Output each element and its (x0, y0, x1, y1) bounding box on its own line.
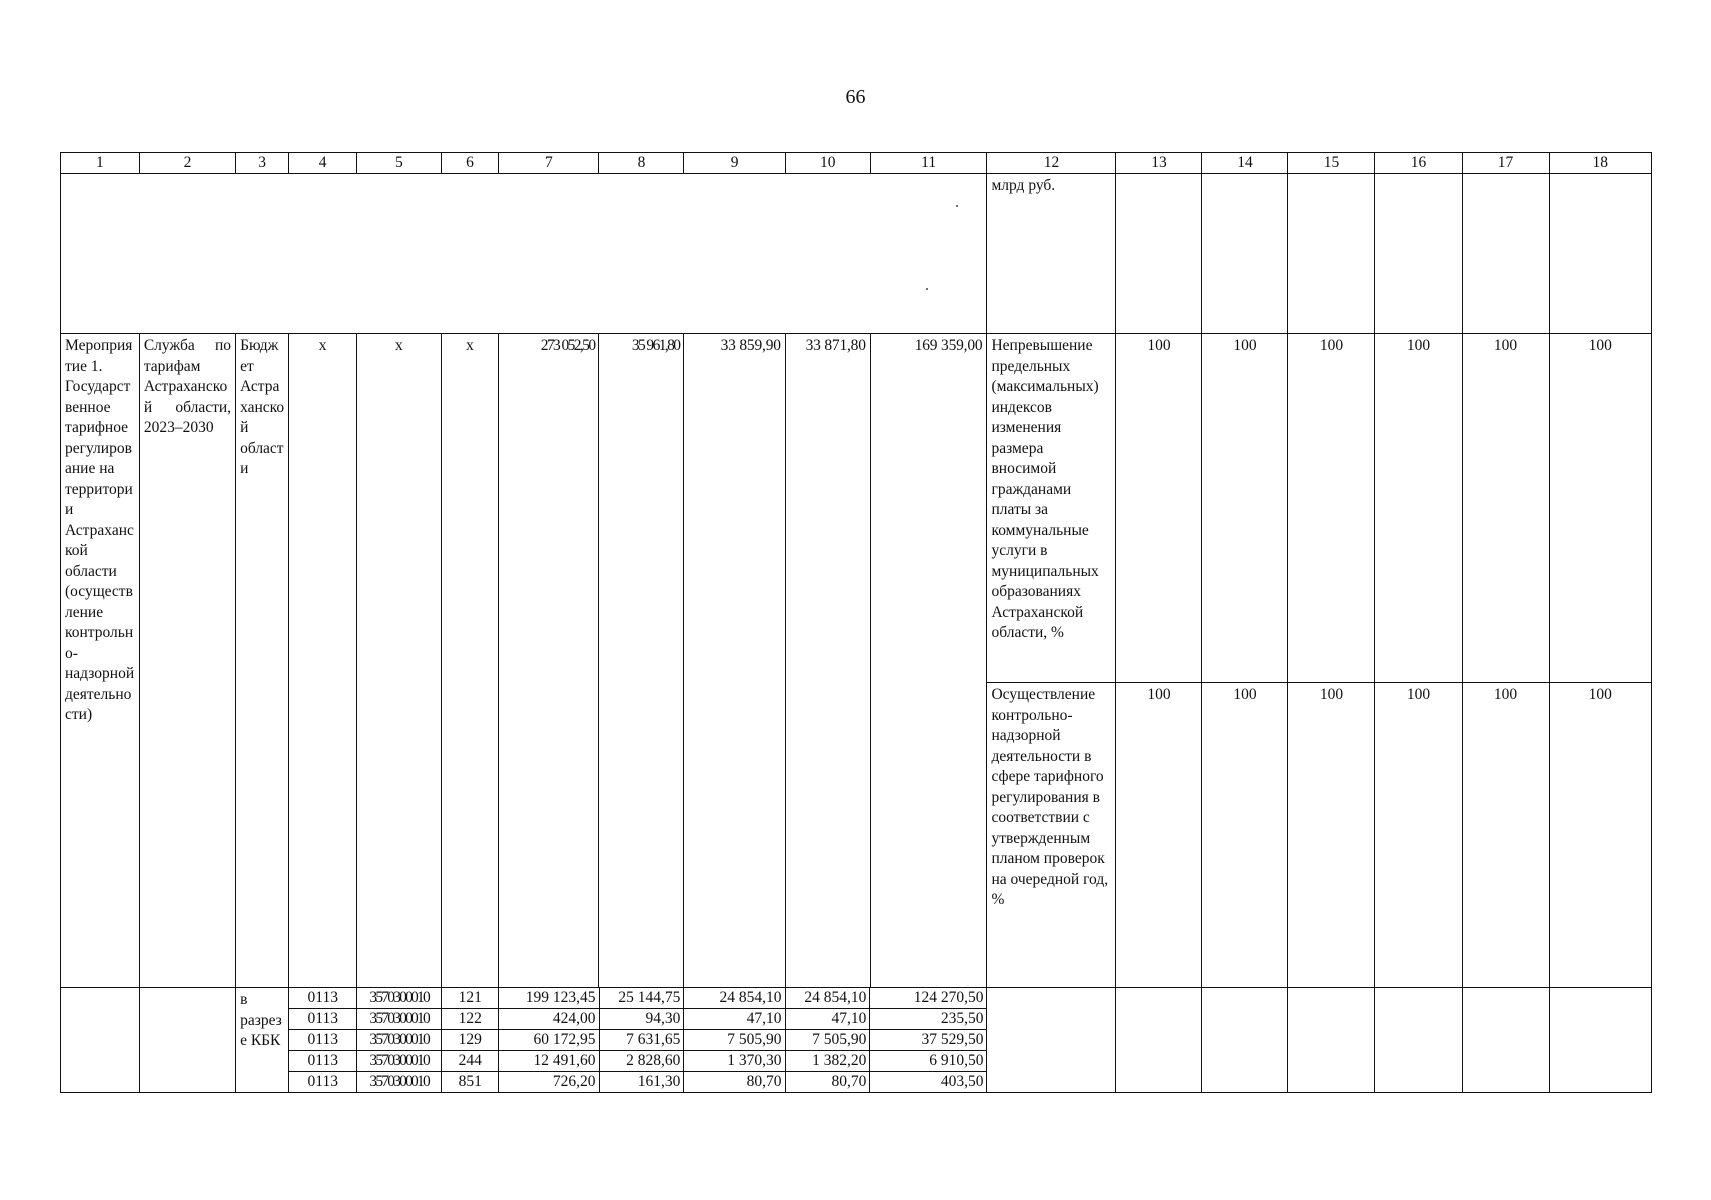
page-number: 66 (845, 86, 866, 108)
kbk-cell: 60 172,95 (499, 1030, 599, 1051)
kbk-cell: 0113 (289, 1009, 356, 1030)
measure-col11: 169 359,00 (870, 334, 987, 988)
kbk-cell: 47,10 (684, 1009, 785, 1030)
indicator-2-value: 100 (1462, 683, 1549, 988)
scan-speck (926, 288, 928, 290)
column-number-row (61, 153, 1652, 174)
indicator-1-name: Непревышение предельных (максимальных) индексов изменения размера вносимой гражданами платы за коммунальные услуги в муниципальных образованиях Астраханской области, % (987, 334, 1116, 683)
kbk-cell: 121 (442, 988, 499, 1009)
kbk-cell: 80,70 (684, 1072, 785, 1093)
kbk-line (289, 988, 986, 1009)
continuation-empty-cell (61, 174, 987, 334)
kbk-cell: 24 854,10 (684, 988, 785, 1009)
kbk-cell: 7 505,90 (785, 1030, 870, 1051)
kbk-cell: 0113 (307, 1073, 338, 1090)
measure-col9: 33 859,90 (684, 334, 785, 988)
kbk-cell: 403,50 (870, 1072, 987, 1093)
col-header-3: 3 (236, 153, 289, 174)
kbk-line (289, 1030, 986, 1051)
kbk-cell: 24 854,10 (785, 988, 870, 1009)
indicator-2-value: 100 (1288, 683, 1375, 988)
kbk-cell: 47,10 (785, 1009, 870, 1030)
col-header-13: 13 (1116, 153, 1202, 174)
indicator-2-value: 100 (1116, 683, 1202, 988)
kbk-cell: 3570300010 (357, 1009, 442, 1030)
col-header-6: 6 (441, 153, 498, 174)
col-header-5: 5 (356, 153, 441, 174)
col-header-12: 12 (987, 153, 1116, 174)
kbk-cell: 129 (442, 1030, 499, 1051)
kbk-cell: 3570300010 (357, 1030, 442, 1051)
measure-source: Бюджет Астраханской области (236, 334, 289, 988)
kbk-line (289, 1072, 986, 1093)
col-header-4: 4 (289, 153, 357, 174)
kbk-cell: 12 491,60 (499, 1051, 599, 1072)
indicator-2-value: 100 (1202, 683, 1288, 988)
kbk-cell: 0113 (289, 1051, 356, 1072)
indicator-1-value: 100 (1462, 334, 1549, 683)
kbk-cell: 37 529,50 (870, 1030, 987, 1051)
kbk-cell: 3570300010 (357, 1051, 442, 1072)
kbk-line (289, 1009, 986, 1030)
kbk-cell: 7 631,65 (599, 1030, 684, 1051)
kbk-cell: 80,70 (785, 1072, 870, 1093)
kbk-row (61, 988, 1652, 1093)
measure-col6: х (441, 334, 498, 988)
continuation-unit: млрд руб. (987, 174, 1116, 334)
col-header-16: 16 (1375, 153, 1462, 174)
col-header-8: 8 (599, 153, 684, 174)
scan-speck (956, 205, 958, 207)
measure-row (61, 334, 1652, 683)
kbk-cell: 122 (442, 1009, 499, 1030)
col-header-2: 2 (139, 153, 235, 174)
kbk-cell: 94,30 (599, 1009, 684, 1030)
program-table (60, 152, 1652, 1093)
col-header-10: 10 (785, 153, 870, 174)
kbk-cell: 3570300010 (357, 988, 442, 1009)
kbk-cell: 2 828,60 (599, 1051, 684, 1072)
kbk-cell: 235,50 (870, 1009, 987, 1030)
kbk-cell: 3570300010 (357, 1072, 442, 1093)
kbk-cell: 424,00 (499, 1009, 599, 1030)
kbk-cell: 6 910,50 (870, 1051, 987, 1072)
col-header-9: 9 (684, 153, 785, 174)
kbk-cell: 25 144,75 (599, 988, 684, 1009)
measure-executor: Служба по тарифам Астраханской области, 2023–2030 (139, 334, 235, 988)
continuation-row (61, 174, 1652, 334)
measure-col4: х (289, 334, 357, 988)
kbk-cell: 0113 (289, 988, 356, 1009)
kbk-cell: 1 370,30 (684, 1051, 785, 1072)
measure-name: Мероприятие 1. Государственное тарифное регулирование на территории Астраханской области (осуществление контрольно-надзорной деятельности) (61, 334, 140, 988)
kbk-label: в разрезе КБК (236, 988, 289, 1093)
measure-col5: х (356, 334, 441, 988)
kbk-breakdown (289, 988, 987, 1093)
col-header-7: 7 (499, 153, 599, 174)
kbk-line (289, 1051, 986, 1072)
kbk-cell: 851 (442, 1072, 499, 1093)
indicator-2-value: 100 (1375, 683, 1462, 988)
kbk-cell: 7 505,90 (684, 1030, 785, 1051)
indicator-1-value: 100 (1202, 334, 1288, 683)
indicator-1-value: 100 (1288, 334, 1375, 683)
col-header-15: 15 (1288, 153, 1375, 174)
measure-total: 273 052,50 (499, 334, 599, 988)
col-header-11: 11 (870, 153, 987, 174)
kbk-cell: 244 (442, 1051, 499, 1072)
kbk-cell: 161,30 (599, 1072, 684, 1093)
indicator-2-value: 100 (1549, 683, 1651, 988)
indicator-1-value: 100 (1375, 334, 1462, 683)
kbk-cell: 726,20 (499, 1072, 599, 1093)
col-header-14: 14 (1202, 153, 1288, 174)
kbk-cell: 199 123,45 (499, 988, 599, 1009)
col-header-18: 18 (1549, 153, 1651, 174)
measure-col10: 33 871,80 (785, 334, 870, 988)
indicator-2-name: Осуществление контрольно-надзорной деятельности в сфере тарифного регулирования в соответствии с утвержденным планом проверок на очередной год, % (987, 683, 1116, 988)
indicator-1-value: 100 (1116, 334, 1202, 683)
kbk-cell: 1 382,20 (785, 1051, 870, 1072)
indicator-1-value: 100 (1549, 334, 1651, 683)
kbk-cell: 124 270,50 (870, 988, 987, 1009)
kbk-table (289, 988, 986, 1092)
measure-col8: 35 961,80 (599, 334, 684, 988)
kbk-cell: 0113 (289, 1030, 356, 1051)
col-header-17: 17 (1462, 153, 1549, 174)
col-header-1: 1 (61, 153, 140, 174)
